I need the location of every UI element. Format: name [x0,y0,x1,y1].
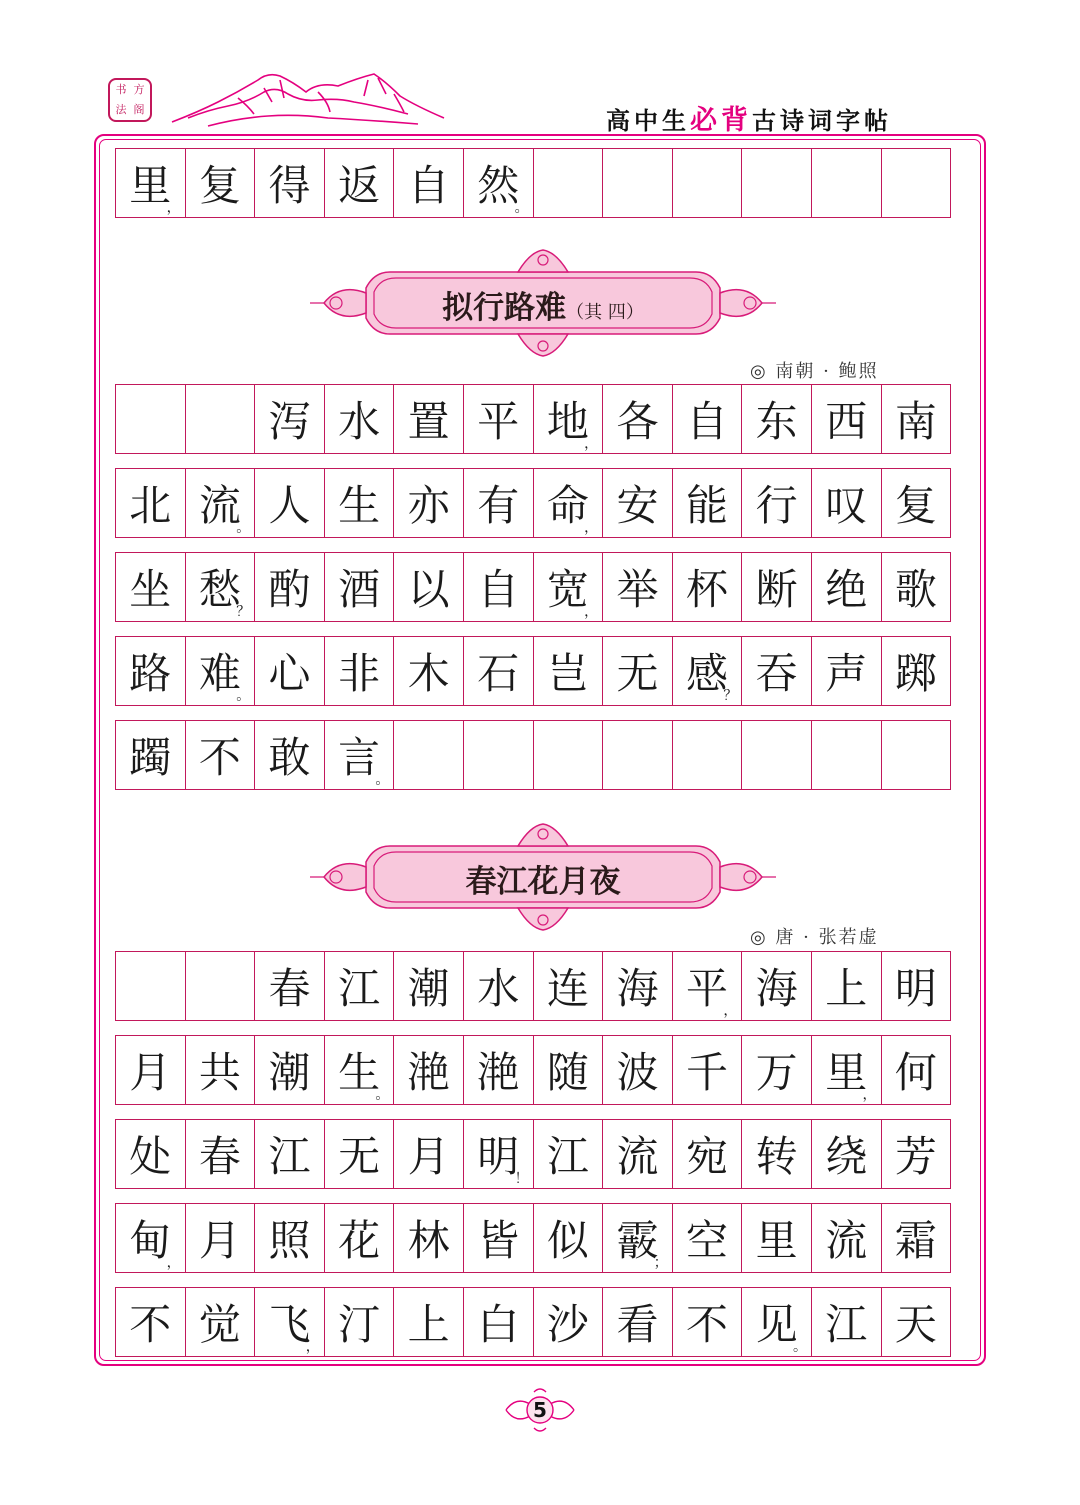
copy-grid-cell [185,1119,256,1189]
copy-grid-cell [254,148,325,218]
copy-grid-cell [324,720,395,790]
model-character: 空 [686,1216,729,1265]
model-character: 无 [616,649,659,698]
copy-grid-cell-empty [533,720,604,790]
punctuation-mark: 。 [375,772,390,788]
copy-grid-cell [602,468,673,538]
model-character: 江 [546,1132,589,1181]
copy-grid-cell [672,384,743,454]
model-character: 宽 [546,565,589,614]
copy-grid-cell [672,1203,743,1273]
poem-title-text: 拟行路难 [442,290,567,326]
model-character: 滟 [477,1048,520,1097]
model-character: 波 [616,1048,659,1097]
model-character: 宛 [686,1132,729,1181]
copy-grid-cell [463,1287,534,1357]
copy-grid-cell [254,384,325,454]
copy-grid-cell [811,384,882,454]
seal-char: 阁 [133,103,145,116]
copy-grid-cell-empty [393,720,464,790]
model-character: 连 [546,964,589,1013]
copy-grid-cell [881,951,952,1021]
copy-grid-cell-empty [811,148,882,218]
punctuation-mark: ！ [514,1171,529,1187]
model-character: 杯 [686,565,729,614]
copy-grid-cell [672,468,743,538]
model-character: 林 [407,1216,450,1265]
copy-grid-cell [602,1119,673,1189]
punctuation-mark: 。 [792,1339,807,1355]
model-character: 月 [129,1048,172,1097]
copy-grid-cell [254,1203,325,1273]
copy-grid-row [115,468,950,538]
punctuation-mark: 。 [236,520,251,536]
copy-grid-cell [254,1119,325,1189]
model-character: 流 [616,1132,659,1181]
model-character: 觉 [198,1300,241,1349]
model-character: 白 [477,1300,520,1349]
punctuation-mark: 。 [236,688,251,704]
poem-subtitle: （其 四） [566,302,644,323]
copy-grid-cell-empty [881,148,952,218]
copy-grid-cell [254,951,325,1021]
model-character: 海 [755,964,798,1013]
model-character: 自 [477,565,520,614]
model-character: 里 [755,1216,798,1265]
model-character: 处 [129,1132,172,1181]
copy-grid-cell [254,468,325,538]
copy-grid-cell [393,552,464,622]
copy-grid-cell [881,384,952,454]
book-title [606,98,892,137]
copy-grid-cell [741,636,812,706]
copy-grid-cell-empty [463,720,534,790]
copy-grid-cell [324,636,395,706]
model-character: 平 [686,964,729,1013]
model-character: 滟 [407,1048,450,1097]
model-character: 叹 [825,481,868,530]
poem-title [310,282,776,327]
model-character: 霰 [616,1216,659,1265]
copy-grid-row [115,951,950,1021]
model-character: 照 [268,1216,311,1265]
copy-grid-cell [602,1287,673,1357]
model-character: 人 [268,481,311,530]
copy-grid-cell [602,552,673,622]
copy-grid-cell [185,1035,256,1105]
copy-grid-cell [463,148,534,218]
seal-char: 书 [115,83,127,96]
seal-char: 法 [115,103,127,116]
model-character: 自 [407,161,450,210]
copy-grid-cell [115,1035,186,1105]
copy-grid-cell [463,468,534,538]
copy-grid-cell [393,1203,464,1273]
model-character: 复 [198,161,241,210]
book-title-highlight: 必背 [690,105,752,136]
copy-grid-cell [811,1119,882,1189]
model-character: 江 [825,1300,868,1349]
model-character: 明 [477,1132,520,1181]
model-character: 行 [755,481,798,530]
model-character: 天 [894,1300,937,1349]
punctuation-mark: 。 [375,1087,390,1103]
copy-grid-cell-empty [672,720,743,790]
model-character: 春 [198,1132,241,1181]
copy-grid-cell [672,1119,743,1189]
copy-grid-cell [185,468,256,538]
copy-grid-cell [463,552,534,622]
model-character: 能 [686,481,729,530]
model-character: 不 [686,1300,729,1349]
mountain-illustration [168,62,448,132]
model-character: 难 [198,649,241,698]
copy-grid-cell [881,1035,952,1105]
model-character: 地 [546,397,589,446]
model-character: 路 [129,649,172,698]
copy-grid-cell [393,1119,464,1189]
copy-grid-cell [254,1287,325,1357]
model-character: 西 [825,397,868,446]
poem-title [310,856,776,901]
copy-grid-cell [672,552,743,622]
copy-grid-cell [741,1119,812,1189]
copy-grid-cell [185,1203,256,1273]
copy-grid-cell [393,1035,464,1105]
copy-grid-cell [463,1119,534,1189]
copy-grid-cell-empty [602,148,673,218]
punctuation-mark: ， [305,1339,320,1355]
copy-grid-cell [463,1203,534,1273]
copy-grid-cell [324,1287,395,1357]
model-character: 断 [755,565,798,614]
model-character: 上 [407,1300,450,1349]
copy-grid-cell [254,636,325,706]
model-character: 不 [198,733,241,782]
copy-grid-cell [811,1035,882,1105]
copy-grid-cell [393,1287,464,1357]
model-character: 看 [616,1300,659,1349]
model-character: 自 [686,397,729,446]
copy-grid-cell [324,468,395,538]
model-character: 安 [616,481,659,530]
copy-grid-cell [741,1035,812,1105]
model-character: 有 [477,481,520,530]
model-character: 言 [338,733,381,782]
punctuation-mark: ； [653,1255,668,1271]
model-character: 潮 [407,964,450,1013]
page-footer [500,1386,580,1434]
copy-grid-cell [324,148,395,218]
model-character: 北 [129,481,172,530]
punctuation-mark: ， [723,1003,738,1019]
copy-grid-cell [811,951,882,1021]
copy-grid-cell [672,1035,743,1105]
model-character: 似 [546,1216,589,1265]
model-character: 月 [407,1132,450,1181]
punctuation-mark: ？ [236,604,251,620]
copy-grid-cell [811,552,882,622]
copy-grid-cell [393,148,464,218]
copy-grid-cell [185,552,256,622]
copy-grid-cell [672,636,743,706]
copy-grid-cell [393,468,464,538]
copy-grid-cell [602,1203,673,1273]
copy-grid-cell [672,951,743,1021]
copy-grid-cell [672,1287,743,1357]
model-character: 命 [546,481,589,530]
model-character: 流 [198,481,241,530]
model-character: 躅 [129,733,172,782]
book-title-pre: 高中生 [606,107,690,135]
copy-grid-cell [881,636,952,706]
copy-grid-cell [463,384,534,454]
model-character: 声 [825,649,868,698]
model-character: 江 [268,1132,311,1181]
copy-grid-row [115,384,950,454]
copy-grid-cell [254,552,325,622]
copy-grid-row [115,552,950,622]
copy-grid-cell [533,552,604,622]
model-character: 芳 [894,1132,937,1181]
model-character: 里 [825,1048,868,1097]
copy-grid-cell [533,1119,604,1189]
seal-char: 方 [133,83,145,96]
model-character: 平 [477,397,520,446]
copy-grid-cell [185,1287,256,1357]
copy-grid-cell [115,1287,186,1357]
copy-grid-cell [324,951,395,1021]
copy-grid-cell [741,468,812,538]
model-character: 石 [477,649,520,698]
copy-grid-cell-empty [185,951,256,1021]
model-character: 花 [338,1216,381,1265]
model-character: 汀 [338,1300,381,1349]
copy-grid-cell [741,384,812,454]
copy-grid-cell [811,1203,882,1273]
copy-grid-cell [115,1119,186,1189]
page-number: 5 [533,1398,547,1422]
copy-grid-cell [741,1203,812,1273]
punctuation-mark: ， [584,436,599,452]
copy-grid-cell-empty [811,720,882,790]
poem-title-banner [310,248,776,358]
model-character: 流 [825,1216,868,1265]
copy-grid-cell [741,1287,812,1357]
copy-grid-cell [463,1035,534,1105]
punctuation-mark: ， [166,1255,181,1271]
copy-grid-cell [881,1119,952,1189]
copy-grid-cell [324,1119,395,1189]
model-character: 南 [894,397,937,446]
model-character: 各 [616,397,659,446]
copy-grid-cell-empty [185,384,256,454]
punctuation-mark: ， [584,604,599,620]
copy-grid-cell-empty [881,720,952,790]
model-character: 潮 [268,1048,311,1097]
model-character: 得 [268,161,311,210]
copy-grid-cell [602,951,673,1021]
copy-grid-cell-empty [115,384,186,454]
copy-grid-row [115,1203,950,1273]
publisher-seal [108,78,152,122]
model-character: 明 [894,964,937,1013]
copy-grid-cell [324,1035,395,1105]
copy-grid-cell [115,148,186,218]
model-character: 何 [894,1048,937,1097]
copy-grid-cell-empty [741,720,812,790]
model-character: 酌 [268,565,311,614]
poem-title-banner [310,822,776,932]
copy-grid-cell [115,552,186,622]
model-character: 歌 [894,565,937,614]
copy-grid-cell [463,951,534,1021]
copy-grid-cell [881,1287,952,1357]
copy-grid-cell [602,1035,673,1105]
copy-grid-cell-empty [115,951,186,1021]
model-character: 愁 [198,565,241,614]
copy-grid-cell [741,552,812,622]
model-character: 以 [407,565,450,614]
model-character: 见 [755,1300,798,1349]
copy-grid-cell [811,636,882,706]
model-character: 置 [407,397,450,446]
copy-grid-row [115,148,950,218]
model-character: 随 [546,1048,589,1097]
copy-grid-row [115,1119,950,1189]
copy-grid-cell [185,720,256,790]
copy-grid-cell [602,636,673,706]
model-character: 皆 [477,1216,520,1265]
model-character: 月 [198,1216,241,1265]
copy-grid-row [115,636,950,706]
model-character: 泻 [268,397,311,446]
model-character: 东 [755,397,798,446]
copy-grid-cell [811,1287,882,1357]
model-character: 吞 [755,649,798,698]
copy-grid-cell [533,468,604,538]
copy-grid-cell-empty [672,148,743,218]
model-character: 岂 [546,649,589,698]
copy-grid-cell [602,384,673,454]
copy-grid-cell [115,720,186,790]
model-character: 木 [407,649,450,698]
model-character: 水 [338,397,381,446]
copy-grid-cell [185,148,256,218]
punctuation-mark: ， [166,200,181,216]
copy-grid-cell [533,636,604,706]
model-character: 沙 [546,1300,589,1349]
model-character: 万 [755,1048,798,1097]
copy-grid-cell [185,636,256,706]
model-character: 千 [686,1048,729,1097]
copy-grid-cell [324,1203,395,1273]
copy-grid-cell [881,552,952,622]
copy-grid-cell [881,468,952,538]
model-character: 里 [129,161,172,210]
copy-grid-cell [533,1203,604,1273]
model-character: 转 [755,1132,798,1181]
copy-grid-row [115,720,950,790]
punctuation-mark: 。 [514,200,529,216]
model-character: 酒 [338,565,381,614]
model-character: 心 [268,649,311,698]
model-character: 生 [338,1048,381,1097]
copy-grid-cell [463,636,534,706]
copy-grid-cell [115,468,186,538]
punctuation-mark: ， [862,1087,877,1103]
model-character: 踯 [894,649,937,698]
punctuation-mark: ， [584,520,599,536]
copy-grid-cell [741,951,812,1021]
poem-author: ◎ 唐 · 张若虚 [750,927,879,948]
copy-grid-row [115,1035,950,1105]
copy-grid-cell [881,1203,952,1273]
model-character: 水 [477,964,520,1013]
copy-grid-cell [324,384,395,454]
copy-grid-cell [533,384,604,454]
copy-grid-row [115,1287,950,1357]
copy-grid-cell [324,552,395,622]
copy-grid-cell [115,1203,186,1273]
copy-grid-cell [533,951,604,1021]
copy-grid-cell [393,951,464,1021]
copy-grid-cell-empty [602,720,673,790]
model-character: 春 [268,964,311,1013]
model-character: 然 [477,161,520,210]
book-title-post: 古诗词字帖 [752,107,892,135]
copy-grid-cell [254,720,325,790]
punctuation-mark: ？ [723,688,738,704]
copy-grid-cell-empty [533,148,604,218]
model-character: 绕 [825,1132,868,1181]
model-character: 坐 [129,565,172,614]
model-character: 甸 [129,1216,172,1265]
model-character: 不 [129,1300,172,1349]
model-character: 海 [616,964,659,1013]
model-character: 返 [338,161,381,210]
copy-grid-cell [393,384,464,454]
model-character: 生 [338,481,381,530]
poem-author: ◎ 南朝 · 鲍照 [750,361,879,382]
copy-grid-cell [393,636,464,706]
model-character: 举 [616,565,659,614]
copy-grid-cell [254,1035,325,1105]
copy-grid-cell [533,1035,604,1105]
model-character: 绝 [825,565,868,614]
model-character: 霜 [894,1216,937,1265]
poem-title-text: 春江花月夜 [465,864,621,900]
model-character: 共 [198,1048,241,1097]
model-character: 非 [338,649,381,698]
copy-grid-cell [115,636,186,706]
copy-grid-cell-empty [741,148,812,218]
model-character: 无 [338,1132,381,1181]
model-character: 复 [894,481,937,530]
model-character: 江 [338,964,381,1013]
copy-grid-cell [811,468,882,538]
model-character: 飞 [268,1300,311,1349]
model-character: 敢 [268,733,311,782]
model-character: 感 [686,649,729,698]
model-character: 亦 [407,481,450,530]
model-character: 上 [825,964,868,1013]
copy-grid-cell [533,1287,604,1357]
